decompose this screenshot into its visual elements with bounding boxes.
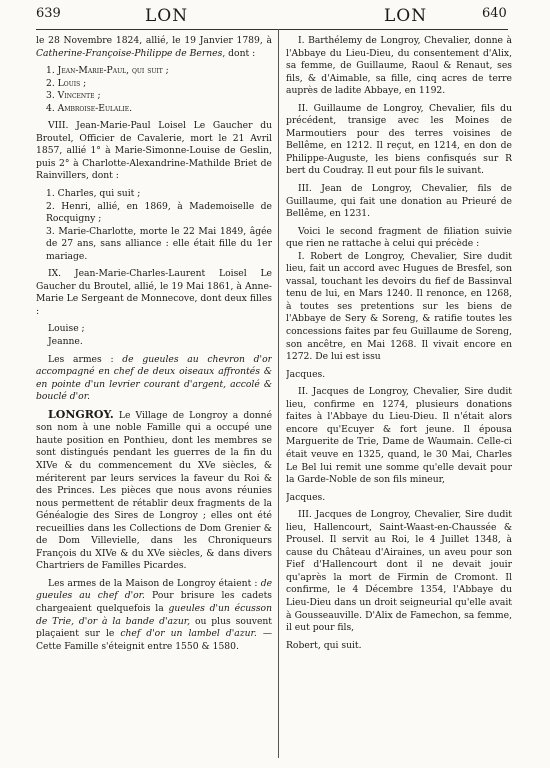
running-head-right: LON [384,6,428,26]
text: le 28 Novembre 1824, allié, le 19 Janvier 1789, à [36,35,272,46]
entry-title: LONGROY. [48,407,114,421]
generation-viii: VIII. Jean-Marie-Paul Loisel Le Gaucher du Broutel, Officier de Cavalerie, mort le 21 Avril 1857, allié 1° à Marie-Simonne-Louise de Geslin, puis 2° à Charlotte-Alexandrine-Mathilde Briet de Rainvillers, dont : [36,120,272,182]
right-column [286,35,512,652]
text: Pour brisure les cadets chargeaient quelquefois la [36,590,272,614]
heir-name: Robert, qui suit. [286,639,362,651]
blazon: gueules d'un écusson de Trie, d'or à la bande d'azur, [36,602,272,627]
blazon: de gueules au chevron d'or accompagné en chef de deux oiseaux affrontés & en pointe d'un levrier courant d'argent, accolé & bouclé d'or. [36,353,272,403]
list-item: 1. Jean-Marie-Paul, qui suit ; [46,65,169,77]
list-item: Louise ; [48,323,85,335]
fragment-intro: Voici le second fragment de filiation suivie que rien ne rattache à celui qui précède : [286,225,512,250]
list-item: Jeanne. [48,336,83,348]
text: Le Village de Longroy a donné son nom à une noble Famille qui a occupé une haute position en Ponthieu, dont les membres se sont distingués pendant les guerres de la fin du XIVe & du commencement du XVe siècles, & mériterent par leurs services la faveur du Roi & des Princes. Les pièces que nous avons réunies nous permettent de rétablir deux fragments de la Généalogie des Sires de Longroy ; elles ont été recueillies dans les Collections de Dom Grenier & de Dom Villevielle, dans les Chroniqueurs François du XIVe & du XVe siècles, & dans divers Chartriers de Familles Picardes. [36,409,272,572]
list-item: 4. Ambroise-Eulalie. [46,102,133,114]
spouse-name: Catherine-Françoise-Philippe de Bernes [36,47,223,59]
generation-ix: IX. Jean-Marie-Charles-Laurent Loisel Le Gaucher du Broutel, allié, le 19 Mai 1861, à Anne-Marie Le Sergeant de Monnecove, dont deux filles : [36,268,272,317]
header-rule [36,29,508,30]
page-number-left: 639 [36,6,61,21]
blazon: chef d'or un lambel d'azur. [120,628,257,640]
text: Les armes : [48,353,114,365]
running-head-left: LON [145,6,189,26]
list-item: 2. Henri, allié, en 1869, à Mademoiselle de Rocquigny ; [46,200,272,225]
text: Les armes de la Maison de Longroy étaient : [48,577,258,589]
longroy-paragraph [36,409,272,573]
text: — Cette Famille s'éteignit entre 1550 & 1580. [36,628,272,652]
text: ou plus souvent plaçaient sur le [36,615,272,640]
entry-barthelemy: I. Barthélemy de Longroy, Chevalier, donne à l'Abbaye du Lieu-Dieu, du consentement d'Alix, sa femme, de Guillaume, Raoul & Renaut, ses fils, & d'Aimable, sa fille, cinq acres de terre auprès de ladite Abbaye, en 1192. [286,35,512,97]
blazon: de gueules au chef d'or. [36,577,272,602]
entry-jacques-ii: II. Jacques de Longroy, Chevalier, Sire dudit lieu, confirme en 1274, plusieurs donations faites à l'Abbaye du Lieu-Dieu. Il n'était alors encore qu'Ecuyer & fort jeune. Il épousa Marguerite de Trie, Dame de Waumain. Celle-ci était veuve en 1325, quand, le 30 Mai, Charles Le Bel lui remit une somme qu'elle devait pour la Garde-Noble de son fils mineur, [286,386,512,486]
list-item: 1. Charles, qui suit ; [46,188,141,200]
list-item: 2. Louis ; [46,77,87,89]
heir-name: Jacques. [286,368,326,380]
entry-guillaume: II. Guillaume de Longroy, Chevalier, fils du précédent, transige avec les Moines de Marmoutiers pour des terres voisines de Bellême, en 1212. Il reçut, en 1214, en don de Philippe-Auguste, les biens confisqués sur R bert du Coudray. Il eut pour fils le suivant. [286,102,512,177]
list-item: 3. Vincente ; [46,90,101,102]
left-column [36,35,272,653]
heir-name: Jacques. [286,491,326,503]
entry-jacques-iii: III. Jacques de Longroy, Chevalier, Sire dudit lieu, Hallencourt, Saint-Waast-en-Chaussée & Prousel. Il servit au Roi, le 4 Juillet 1348, à cause du Château d'Airaines, un aveu pour son Fief d'Hallencourt dont il ne devait jouir qu'après la mort de Firmin de Cromont. Il confirme, le 4 Décembre 1354, l'Abbaye du Lieu-Dieu dans un droit seigneurial qu'elle avait à Gousseauville. D'Alix de Famechon, sa femme, il eut pour fils, [286,509,512,634]
arms-longroy-paragraph [36,578,272,653]
arms-paragraph [36,354,272,404]
page-number-right: 640 [482,6,507,21]
entry-jean: III. Jean de Longroy, Chevalier, fils de Guillaume, qui fait une donation au Prieuré de Bellême, en 1231. [286,183,512,220]
text: , dont : [222,47,256,59]
column-divider [278,29,279,758]
entry-robert: I. Robert de Longroy, Chevalier, Sire dudit lieu, fait un accord avec Hugues de Bresfel, son vassal, touchant les devoirs du fief de Bassinval tenu de lui, en Mars 1240. Il renonce, en 1268, à toutes ses pretentions sur les biens de l'Abbaye de Sery & Soreng, & ratifie toutes les concessions faites par feu Guillaume de Soreng, son ancêtre, en Mai 1268. Il vivait encore en 1272. De lui est issu [286,250,512,363]
paragraph-intro [36,35,272,60]
list-item: 3. Marie-Charlotte, morte le 22 Mai 1849, âgée de 27 ans, sans alliance : elle était fille du 1er mariage. [46,225,272,262]
